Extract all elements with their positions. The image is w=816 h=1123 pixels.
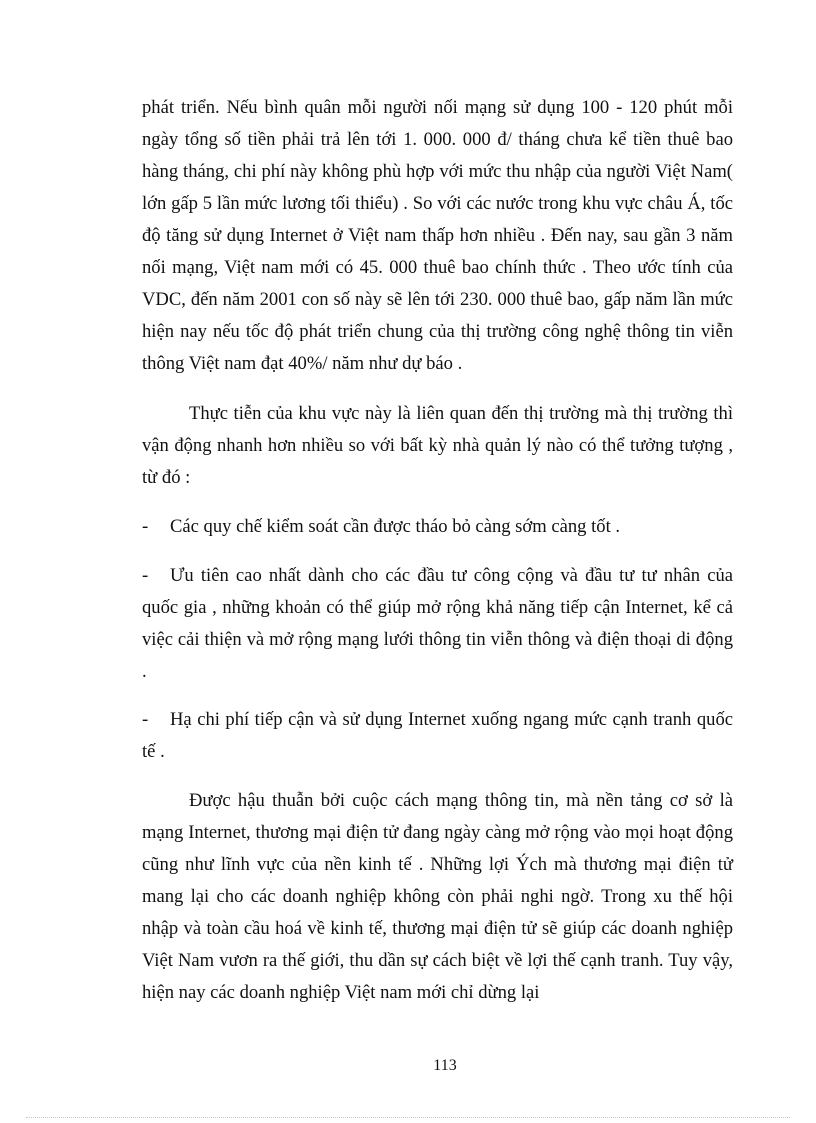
bullet-text: Ưu tiên cao nhất dành cho các đầu tư công cộng và đầu tư tư nhân của quốc gia , những khoản có thể giúp mở rộng khả năng tiếp cận Internet, kể cả việc cải thiện và mở rộng mạng lưới thông tin viễn thông và điện thoại di động . [142, 565, 733, 682]
bullet-text: Hạ chi phí tiếp cận và sử dụng Internet xuống ngang mức cạnh tranh quốc tế . [142, 709, 733, 762]
bullet-dash: - [142, 565, 149, 586]
paragraph-ecommerce: Được hậu thuẫn bởi cuộc cách mạng thông tin, mà nền tảng cơ sở là mạng Internet, thương mại điện tử đang ngày càng mở rộng vào mọi hoạt động cũng như lĩnh vực của nền kinh tế . Những lợi Ých mà thương mại điện tử mang lại cho các doanh nghiệp không còn phải nghi ngờ. Trong xu thế hội nhập và toàn cầu hoá về kinh tế, thương mại điện tử sẽ giúp các doanh nghiệp Việt Nam vươn ra thế giới, thu dần sự cách biệt về lợi thế cạnh tranh. Tuy vậy, hiện nay các doanh nghiệp Việt nam mới chỉ dừng lại [142, 790, 733, 1003]
bullet-item-investment-priority [142, 560, 733, 688]
page-bottom-divider [26, 1117, 790, 1118]
bullet-item-reduce-costs [142, 704, 733, 768]
bullet-dash: - [142, 516, 149, 537]
bullet-text: Các quy chế kiểm soát cần được tháo bỏ càng sớm càng tốt . [170, 516, 621, 537]
page-number: 113 [433, 1057, 457, 1074]
paragraph-internet-cost: phát triển. Nếu bình quân mỗi người nối mạng sử dụng 100 - 120 phút mỗi ngày tổng số tiền phải trả lên tới 1. 000. 000 đ/ tháng chưa kể tiền thuê bao hàng tháng, chi phí này không phù hợp với mức thu nhập của người Việt Nam( lớn gấp 5 lần mức lương tối thiểu) . So với các nước trong khu vực châu Á, tốc độ tăng sử dụng Internet ở Việt nam thấp hơn nhiều . Đến nay, sau gần 3 năm nối mạng, Việt nam mới có 45. 000 thuê bao chính thức . Theo ước tính của VDC, đến năm 2001 con số này sẽ lên tới 230. 000 thuê bao, gấp năm lần mức hiện nay nếu tốc độ phát triển chung của thị trường công nghệ thông tin viễn thông Việt nam đạt 40%/ năm như dự báo . [142, 97, 733, 374]
bullet-dash: - [142, 709, 149, 730]
bullet-item-regulations [142, 511, 733, 543]
paragraph-market-reality: Thực tiễn của khu vực này là liên quan đến thị trường mà thị trường thì vận động nhanh hơn nhiều so với bất kỳ nhà quản lý nào có thể tưởng tượng , từ đó : [142, 403, 733, 488]
